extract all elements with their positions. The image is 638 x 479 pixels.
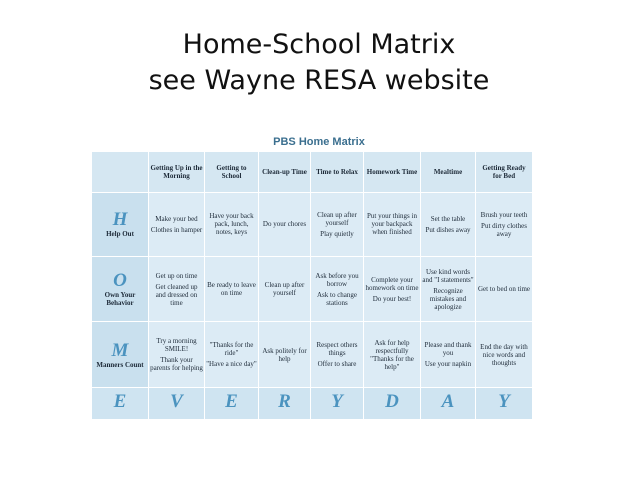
matrix-cell [311,322,364,388]
matrix-cell [311,193,364,257]
everyday-letter: Y [498,391,510,413]
row-letter: H [112,209,128,231]
cell-text: Be ready to leave on time [207,281,256,298]
cell-text: Clean up after yourself [317,210,357,227]
everyday-cell [476,388,533,420]
cell-text: "Thanks for the ride" [209,341,254,358]
matrix-cell [259,193,311,257]
matrix-title: PBS Home Matrix [273,136,365,148]
matrix-cell [205,193,259,257]
everyday-letter: E [225,391,238,413]
column-header: Time to Relax [311,152,364,193]
matrix-cell [149,193,205,257]
cell-text: Put dishes away [425,225,471,234]
cell-text: Have your back pack, lunch, notes, keys [209,212,254,237]
everyday-letter: D [385,391,399,413]
matrix-cell [421,193,476,257]
cell-text: Use your napkin [424,360,472,369]
row-label: Manners Count [96,360,144,369]
matrix-cell [364,193,421,257]
cell-text: Please and thank you [424,341,472,358]
everyday-letter: R [278,391,291,413]
column-header: Homework Time [364,152,421,193]
everyday-cell [311,388,364,420]
matrix-cell [476,193,533,257]
cell-text: End the day with nice words and thoughts [480,342,528,367]
cell-text: Ask for help respectfully "Thanks for the help" [370,338,414,371]
cell-text: Clothes in hamper [150,225,203,234]
cell-text: Respect others things [316,341,358,358]
cell-text: Set the table [430,214,466,223]
cell-text: Ask politely for help [262,346,307,363]
cell-text: Do your chores [262,220,307,229]
row-letter: O [113,270,127,292]
row-header [92,322,149,388]
cell-text: Thank your parents for helping [150,356,203,373]
cell-text: Put dirty clothes away [481,221,527,238]
cell-text: Ask before you borrow [315,271,359,288]
everyday-letter: V [170,391,183,413]
header-corner [92,152,149,193]
cell-text: Complete your homework on time [365,275,419,292]
column-header: Getting Up in the Morning [149,152,205,193]
column-header: Mealtime [421,152,476,193]
slide-title-line-2: see Wayne RESA website [148,65,490,96]
row-header [92,256,149,322]
everyday-row [92,388,533,420]
cell-text: Put your things in your backpack when finished [367,212,417,237]
matrix-row [92,322,533,388]
cell-text: Offer to share [317,360,357,369]
everyday-cell [421,388,476,420]
column-header: Clean-up Time [259,152,311,193]
everyday-letter: E [113,391,127,413]
cell-text: Clean up after yourself [264,281,305,298]
cell-text: Get up on time [155,271,198,280]
matrix-cell [476,322,533,388]
cell-text: Brush your teeth [480,210,528,219]
matrix-cell [259,322,311,388]
cell-text: Get cleaned up and dressed on time [155,282,198,307]
slide-title-line-1: Home-School Matrix [182,29,456,60]
pbs-home-matrix [91,151,533,420]
cell-text: Ask to change stations [316,290,358,307]
cell-text: Make your bed [155,214,198,223]
matrix-cell [149,322,205,388]
everyday-cell [364,388,421,420]
header-row [92,152,533,193]
matrix-cell [421,256,476,322]
matrix-cell [205,256,259,322]
matrix-cell [476,256,533,322]
everyday-cell [259,388,311,420]
matrix-cell [421,322,476,388]
matrix-cell [364,322,421,388]
cell-text: Try a morning SMILE! [156,337,197,354]
matrix-row [92,193,533,257]
matrix-cell [205,322,259,388]
everyday-letter: Y [331,391,343,413]
everyday-letter: A [441,391,455,413]
row-label: Own Your Behavior [104,291,136,308]
cell-text: Use kind words and "I statements" [422,267,474,284]
matrix-cell [149,256,205,322]
row-letter: M [111,339,129,361]
everyday-cell [205,388,259,420]
cell-text: Get to bed on time [477,285,531,294]
everyday-cell [92,388,149,420]
cell-text: Do your best! [372,294,412,303]
row-label: Help Out [106,230,134,239]
column-header: Getting Ready for Bed [476,152,533,193]
matrix-row [92,256,533,322]
column-header: Getting to School [205,152,259,193]
matrix-cell [259,256,311,322]
cell-text: Play quietly [320,229,354,238]
cell-text: "Have a nice day" [206,360,257,369]
matrix-cell [364,256,421,322]
cell-text: Recognize mistakes and apologize [429,286,467,311]
row-header [92,193,149,257]
matrix-cell [311,256,364,322]
everyday-cell [149,388,205,420]
